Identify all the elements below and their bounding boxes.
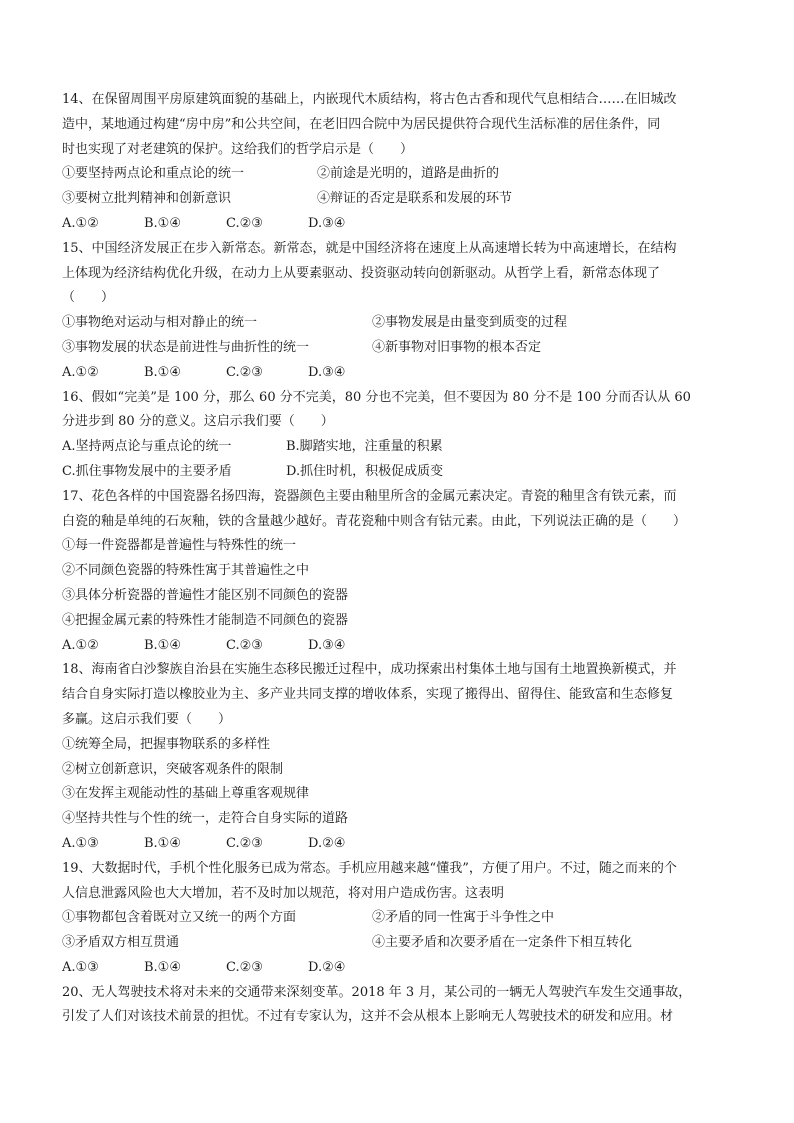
question-17 [62, 485, 734, 659]
option-row [62, 460, 734, 485]
option-3: ③要树立批判精神和创新意识 [62, 191, 232, 207]
choice-a: A.①③ [62, 835, 99, 851]
question-stem-line: 多赢。这启示我们要（ ） [62, 711, 232, 727]
choice-a: A.①② [62, 364, 99, 380]
option-2: ②前途是光明的，道路是曲折的 [317, 166, 500, 182]
question-stem-line: 造中，某地通过构建“房中房”和公共空间，在老旧四合院中为居民提供符合现代生活标准的居住条件，同 [62, 116, 661, 132]
option-2: ②不同颜色瓷器的特殊性寓于其普遍性之中 [62, 563, 310, 579]
option-1: ①事物绝对运动与相对静止的统一 [62, 315, 258, 331]
question-14 [62, 88, 734, 237]
choice-b: B.①④ [144, 364, 181, 380]
choice-row [62, 832, 734, 857]
option-1: ①每一件瓷器都是普遍性与特殊性的统一 [62, 538, 297, 554]
question-stem-line: 引发了人们对该技术前景的担忧。不过有专家认为，这并不会从根本上影响无人驾驶技术的研发和应用。材 [62, 1009, 674, 1025]
option-row [62, 435, 734, 460]
option-4: ④把握金属元素的特殊性才能制造不同颜色的瓷器 [62, 612, 349, 628]
choice-row [62, 634, 734, 659]
choice-a: A.①② [62, 215, 99, 231]
choice-b: B.脚踏实地，注重量的积累 [286, 439, 443, 455]
question-16 [62, 386, 734, 485]
option-row [62, 311, 734, 336]
option-1: ①事物都包含着既对立又统一的两个方面 [62, 910, 297, 926]
question-stem-line: 人信息泄露风险也大大增加，若不及时加以规范，将对用户造成伤害。这表明 [62, 885, 505, 901]
option-3: ③矛盾双方相互贯通 [62, 935, 180, 951]
question-stem-line: 上体现为经济结构优化升级，在动力上从要素驱动、投资驱动转向创新驱动。从哲学上看，新常态体现了 [62, 265, 661, 281]
question-stem-line: 14、在保留周围平房原建筑面貌的基础上，内嵌现代木质结构，将古色古香和现代气息相结合……在旧城改 [62, 92, 677, 107]
choice-row [62, 361, 734, 386]
choice-c: C.②③ [226, 959, 263, 975]
choice-a: A.坚持两点论与重点论的统一 [62, 439, 232, 455]
option-row [62, 187, 734, 212]
choice-d: D.③④ [308, 637, 346, 653]
choice-d: D.②④ [308, 835, 346, 851]
choice-b: B.①④ [144, 835, 181, 851]
choice-d: D.抓住时机，积极促成质变 [286, 463, 444, 479]
question-20 [62, 981, 734, 1031]
choice-a: A.①② [62, 637, 99, 653]
option-4: ④主要矛盾和次要矛盾在一定条件下相互转化 [372, 935, 633, 951]
option-2: ②树立创新意识，突破客观条件的限制 [62, 761, 284, 777]
option-2: ②事物发展是由量变到质变的过程 [372, 315, 568, 331]
option-row [62, 162, 734, 187]
option-2: ②矛盾的同一性寓于斗争性之中 [372, 910, 555, 926]
option-4: ④辩证的否定是联系和发展的环节 [317, 191, 513, 207]
question-19 [62, 857, 734, 981]
option-row [62, 906, 734, 931]
question-stem-line: 19、大数据时代，手机个性化服务已成为常态。手机应用越来越“懂我”，方便了用户。不过，随之而来的个 [62, 860, 677, 876]
option-3: ③事物发展的状态是前进性与曲折性的统一 [62, 339, 310, 355]
choice-c: C.②③ [226, 364, 263, 380]
question-stem-line: 18、海南省白沙黎族自治县在实施生态移民搬迁过程中，成功探索出村集体土地与国有土地置换新模式，并 [62, 662, 677, 678]
question-stem-line: （ ） [62, 290, 115, 306]
option-4: ④坚持共性与个性的统一，走符合自身实际的道路 [62, 811, 349, 827]
question-15 [62, 237, 734, 386]
option-row [62, 931, 734, 956]
choice-d: D.③④ [308, 215, 346, 231]
option-row [62, 336, 734, 361]
choice-row [62, 956, 734, 981]
question-stem-line: 16、假如“完美”是 100 分，那么 60 分不完美，80 分也不完美，但不要因为 80 分不是 100 分而否认从 60 [62, 389, 691, 405]
choice-row [62, 212, 734, 237]
choice-c: C.②③ [226, 637, 263, 653]
choice-c: C.②③ [226, 215, 263, 231]
option-3: ③具体分析瓷器的普遍性才能区别不同颜色的瓷器 [62, 587, 349, 603]
choice-a: A.①③ [62, 959, 99, 975]
question-stem-line: 17、花色各样的中国瓷器名扬四海，瓷器颜色主要由釉里所含的金属元素决定。青瓷的釉里含有铁元素，而 [62, 488, 677, 504]
option-4: ④新事物对旧事物的根本否定 [372, 339, 542, 355]
choice-d: D.②④ [308, 959, 346, 975]
exam-page [62, 88, 734, 1030]
choice-c: C.②③ [226, 835, 263, 851]
question-stem-line: 白瓷的釉是单纯的石灰釉，铁的含量越少越好。青花瓷釉中则含有钴元素。由此，下列说法正确的是（ ） [62, 513, 687, 529]
option-1: ①要坚持两点论和重点论的统一 [62, 166, 245, 182]
question-stem-line: 结合自身实际打造以橡胶业为主、多产业共同支撑的增收体系，实现了搬得出、留得住、能致富和生态修复 [62, 687, 674, 703]
choice-b: B.①④ [144, 959, 181, 975]
choice-b: B.①④ [144, 637, 181, 653]
choice-b: B.①④ [144, 215, 181, 231]
choice-c: C.抓住事物发展中的主要矛盾 [62, 463, 232, 479]
question-stem-line: 15、中国经济发展正在步入新常态。新常态，就是中国经济将在速度上从高速增长转为中高速增长，在结构 [62, 240, 677, 256]
option-1: ①统筹全局，把握事物联系的多样性 [62, 736, 271, 752]
question-18 [62, 658, 734, 856]
question-stem-line: 分进步到 80 分的意义。这启示我们要（ ） [62, 414, 334, 430]
question-stem-line: 时也实现了对老建筑的保护。这给我们的哲学启示是（ ） [62, 141, 414, 157]
choice-d: D.③④ [308, 364, 346, 380]
option-3: ③在发挥主观能动性的基础上尊重客观规律 [62, 786, 310, 802]
question-stem-line: 20、无人驾驶技术将对未来的交通带来深刻变革。2018 年 3 月，某公司的一辆无人驾驶汽车发生交通事故， [62, 984, 692, 1000]
